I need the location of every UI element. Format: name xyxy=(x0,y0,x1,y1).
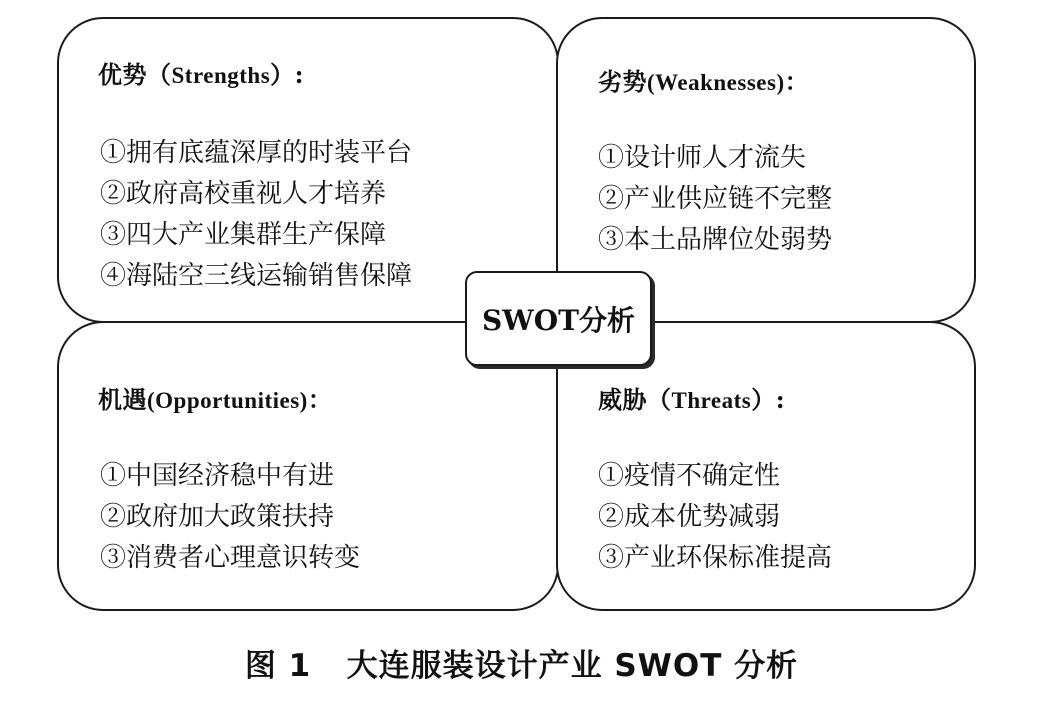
list-item: ②政府加大政策扶持 xyxy=(100,502,335,532)
threats-list xyxy=(598,456,832,579)
opportunities-title: 机遇(Opportunities)： xyxy=(98,385,333,414)
list-item: ②政府高校重视人才培养 xyxy=(100,179,387,209)
opportunities-list xyxy=(100,456,360,579)
figure-caption: 图 1 大连服装设计产业 SWOT 分析 xyxy=(244,648,799,684)
strengths-list xyxy=(100,133,412,297)
strengths-title: 优势（Strengths）: xyxy=(98,60,305,89)
list-item: ③消费者心理意识转变 xyxy=(100,543,361,573)
threats-title: 威胁（Threats）: xyxy=(598,385,786,414)
list-item: ①拥有底蕴深厚的时装平台 xyxy=(100,138,413,168)
list-item: ④海陆空三线运输销售保障 xyxy=(100,261,413,291)
list-item: ③产业环保标准提高 xyxy=(598,543,833,573)
list-item: ②成本优势减弱 xyxy=(598,502,781,532)
list-item: ①中国经济稳中有进 xyxy=(100,461,335,491)
weaknesses-list xyxy=(598,138,832,261)
weaknesses-title: 劣势(Weaknesses)： xyxy=(598,67,810,96)
list-item: ①疫情不确定性 xyxy=(598,461,781,491)
list-item: ②产业供应链不完整 xyxy=(598,184,833,214)
list-item: ③本土品牌位处弱势 xyxy=(598,225,833,255)
swot-center-box xyxy=(465,271,652,366)
swot-center-label: SWOT分析 xyxy=(482,303,635,337)
list-item: ③四大产业集群生产保障 xyxy=(100,220,387,250)
list-item: ①设计师人才流失 xyxy=(598,143,807,173)
